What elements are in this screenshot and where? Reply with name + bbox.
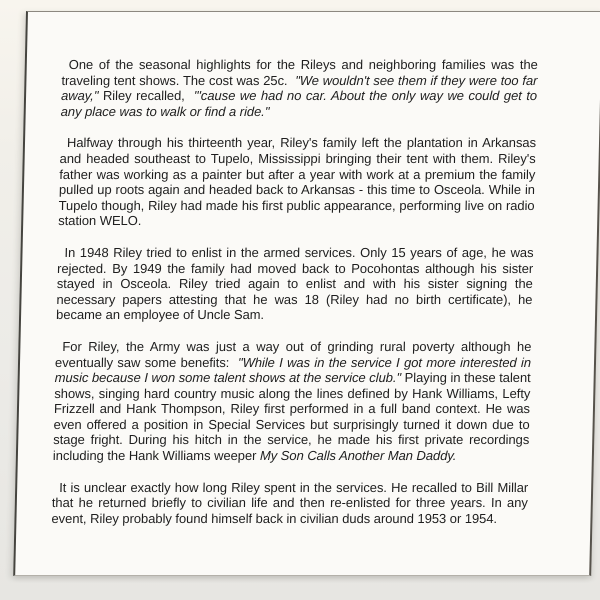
text-segment: Riley recalled, — [98, 88, 195, 104]
text-segment: It is unclear exactly how long Riley spent in the services. He recalled to Bill Millar that he returned briefly to civilian life and then re-enlisted for three years. In any event, Riley probably found himself back in civilian duds around 1953 or 1954. — [51, 479, 529, 526]
paragraph-2 — [58, 135, 536, 229]
text-segment: "While I was in the service I got more interested in music because I won some talent shows at the service club." — [54, 354, 532, 386]
booklet-page — [13, 11, 600, 576]
text-segment: "We wouldn't see them if they were too far away," — [60, 72, 538, 104]
paragraph-3 — [56, 245, 534, 323]
text-segment: One of the seasonal highlights for the Rileys and neighboring families was the traveling tent shows. The cost was 25c. — [61, 57, 538, 88]
text-segment: For Riley, the Army was just a way out of grinding rural poverty although he eventually saw some benefits: — [54, 338, 532, 370]
text-segment: Playing in these talent shows, singing hard country music along the lines defined by Hank Williams, Lefty Frizzell and Hank Thompson, Riley first performed in a full band context. He was even offered a position in Special Services but surprisingly turned it down due to stage fright. During his hitch in the service, he made his first private recordings including the Hank Williams weeper — [52, 370, 531, 464]
liner-notes-text — [16, 12, 600, 526]
text-segment: Halfway through his thirteenth year, Riley's family left the plantation in Arkansas and headed southeast to Tupelo, Mississippi bringing their tent with them. Riley's father was working as a painter but after a year with work at a premium the family pulled up roots again and headed back to Arkansas - this time to Osceola. While in Tupelo though, Riley had made his first public appearance, performing live on radio station WELO. — [58, 135, 537, 229]
text-segment: In 1948 Riley tried to enlist in the armed services. Only 15 years of age, he was rejected. By 1949 the family had moved back to Pocohontas although his sister stayed in Osceola. Riley tried again to enlist and with his sister signing the necessary papers attesting that he was 18 (Riley had no birth certificate), he became an employee of Uncle Sam. — [55, 244, 534, 323]
text-segment: My Son Calls Another Man Daddy. — [259, 448, 457, 464]
paragraph-5 — [51, 480, 528, 527]
paragraph-1 — [61, 57, 538, 119]
paragraph-4 — [53, 339, 532, 464]
text-segment: "'cause we had no car. About the only way we could get to any place was to walk or find a ride." — [60, 88, 538, 119]
